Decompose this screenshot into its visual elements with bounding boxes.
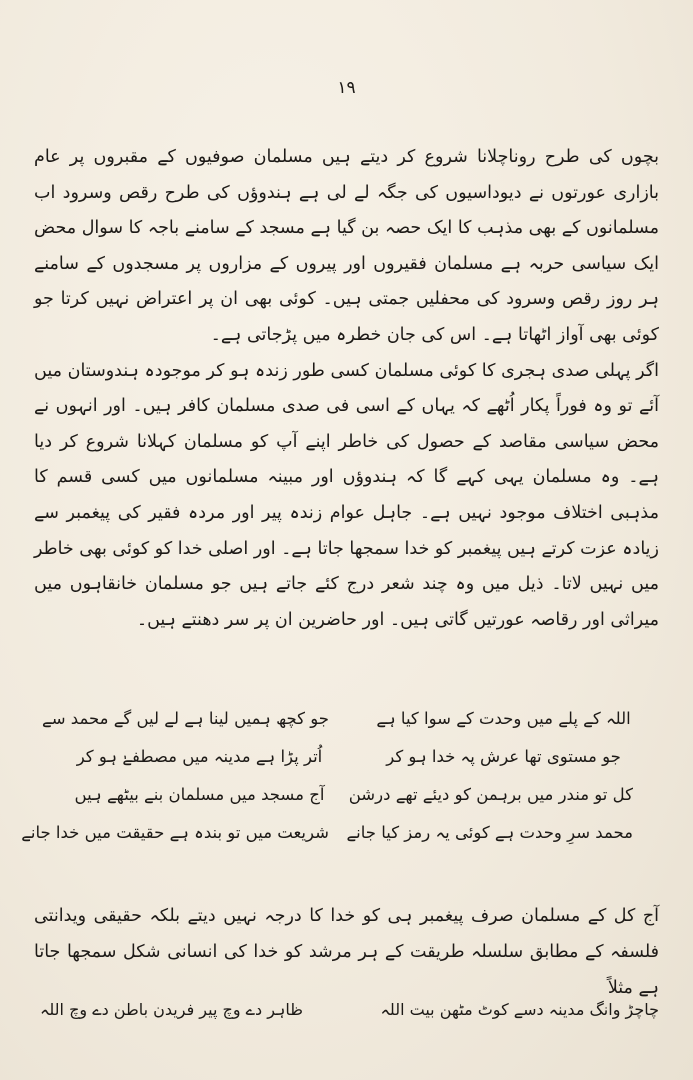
paragraph-3: آج کل کے مسلمان صرف پیغمبر ہی کو خدا کا درجہ نہیں دیتے بلکہ حقیقی ویدانتی فلسفہ کے مطابق سلسلہ طریقت کے ہر مرشد کو خدا کی انسانی شکل سمجھا جاتا ہے مثلاً: [34, 906, 659, 998]
main-text: [34, 140, 659, 638]
final-verse-second-half: ظاہر دے وچ پیر فریدن باطن دے وچ اللہ: [40, 1000, 304, 1019]
verse-second-half: جو کچھ ہمیں لینا ہے لے لیں گے محمد سے: [42, 709, 329, 728]
verse-row: [70, 776, 633, 814]
verse-first-half: جو مستوی تھا عرش پہ خدا ہو کر: [386, 747, 621, 766]
verse-first-half: محمد سرِ وحدت ہے کوئی یہ رمز کیا جانے: [346, 823, 633, 842]
final-verse: [40, 992, 659, 1028]
page-number: ۱۹: [337, 78, 356, 98]
closing-text: [34, 898, 659, 1006]
verse-second-half: شریعت میں تو بندہ ہے حقیقت میں خدا جانے: [21, 823, 329, 842]
verse-block: [21, 700, 633, 852]
final-verse-first-half: چاچڑ وانگ مدینہ دسے کوٹ مٹھن بیت اللہ: [380, 1000, 659, 1019]
verse-second-half: اُتر پڑا ہے مدینہ میں مصطفےٰ ہو کر: [76, 747, 323, 766]
verse-second-half: آج مسجد میں مسلمان بنے بیٹھے ہیں: [74, 785, 325, 804]
verse-first-half: اللہ کے پلے میں وحدت کے سوا کیا ہے: [376, 709, 631, 728]
verse-first-half: کل تو مندر میں برہمن کو دیئے تھے درشن: [348, 785, 633, 804]
verse-row: [42, 700, 633, 738]
verse-row: [70, 738, 633, 776]
paragraph-2: اگر پہلی صدی ہجری کا کوئی مسلمان کسی طور زندہ ہو کر موجودہ ہندوستان میں آئے تو وہ فوراً پکار اُٹھے کہ یہاں کے اسی فی صدی مسلمان کافر ہیں۔ اور انہوں نے محض سیاسی مقاصد کے حصول کی خاطر اپنے آپ کو مسلمان کہلانا شروع کر دیا ہے۔ وہ مسلمان یہی کہے گا کہ ہندوؤں اور مبینہ مسلمانوں میں کسی قسم کا مذہبی اختلاف موجود نہیں ہے۔ جاہل عوام زندہ پیر اور مردہ فقیر کی پیغمبر سے زیادہ عزت کرتے ہیں پیغمبر کو خدا سمجھا جاتا ہے۔ اور اصلی خدا کو کوئی بھی خاطر میں نہیں لاتا۔ ذیل میں وہ چند شعر درج کئے جاتے ہیں جو مسلمان خانقاہوں میں میراثی اور رقاصہ عورتیں گاتی ہیں۔ اور حاضرین ان پر سر دھنتے ہیں۔: [34, 360, 659, 630]
paragraph-1: بچوں کی طرح روناچلانا شروع کر دیتے ہیں مسلمان صوفیوں کے مقبروں پر عام بازاری عورتوں نے دیوداسیوں کی جگہ لے لی ہے ہندوؤں کی طرح رقص وسرود اب مسلمانوں کے بھی مذہب کا ایک حصہ بن گیا ہے مسجد کے سامنے باجہ کا سوال محض ایک سیاسی حربہ ہے مسلمان فقیروں اور پیروں کے مزاروں پر مسجدوں کے سامنے ہر روز رقص وسرود کی محفلیں جمتی ہیں۔ کوئی بھی ان پر اعتراض نہیں کرتا جو کوئی بھی آواز اٹھاتا ہے۔ اس کی جان خطرہ میں پڑجاتی ہے۔: [34, 147, 659, 345]
verse-row: [21, 814, 633, 852]
